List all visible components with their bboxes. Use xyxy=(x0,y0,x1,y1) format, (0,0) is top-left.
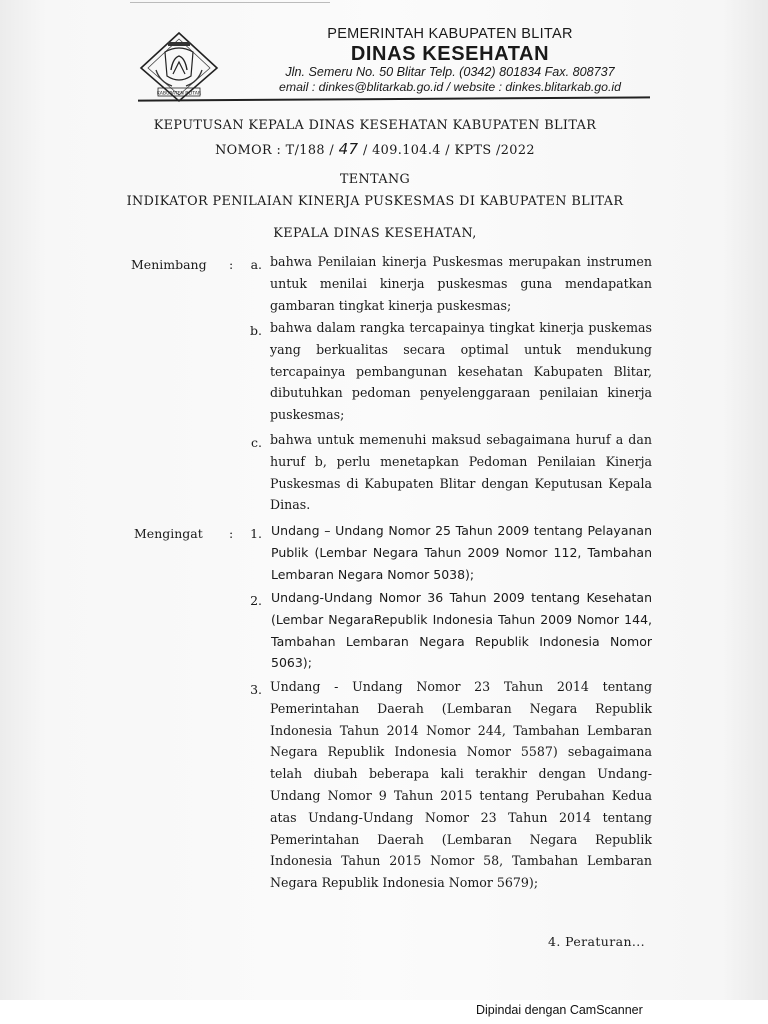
menimbang-item-a: bahwa Penilaian kinerja Puskesmas merupakan instrumen untuk menilai kinerja puskesmas guna mendapatkan gambaran tingkat kinerja puskesmas; xyxy=(270,254,652,313)
menimbang-marker-a: a. xyxy=(250,257,262,272)
menimbang-colon: : xyxy=(229,257,234,272)
mengingat-item-1: Undang – Undang Nomor 25 Tahun 2009 tentang Pelayanan Publik (Lembar Negara Tahun 2009 Nomor 112, Tambahan Lembaran Negara Nomor 5038); xyxy=(271,523,652,582)
department-name: DINAS KESEHATAN xyxy=(350,43,550,65)
decree-title: KEPUTUSAN KEPALA DINAS KESEHATAN KABUPATEN BLITAR xyxy=(153,118,597,133)
decree-subject: INDIKATOR PENILAIAN KINERJA PUSKESMAS DI KABUPATEN BLITAR xyxy=(126,194,624,209)
office-contact: email : dinkes@blitarkab.go.id / website : dinkes.blitarkab.go.id xyxy=(279,80,621,94)
menimbang-item-b: bahwa dalam rangka tercapainya tingkat kinerja puskemas yang berkualitas secara optimal untuk mendukung tercapainya pembangunan kesehatan Kabupaten Blitar, dibutuhkan pedoman penyelenggaraan penilaian kinerja puskesmas; xyxy=(270,320,652,423)
mengingat-marker-2: 2. xyxy=(250,593,262,608)
mengingat-item-2: Undang-Undang Nomor 36 Tahun 2009 tentang Kesehatan (Lembar NegaraRepublik Indonesia Tahun 2009 Nomor 144, Tambahan Lembaran Negara Republik Indonesia Nomor 5063); xyxy=(271,590,652,671)
decree-about: TENTANG xyxy=(339,172,411,187)
menimbang-marker-c: c. xyxy=(251,435,262,450)
menimbang-item-c: bahwa untuk memenuhi maksud sebagaimana huruf a dan huruf b, perlu menetapkan Pedoman Penilaian Kinerja Puskesmas di Kabupaten Blitar dengan Keputusan Kepala Dinas. xyxy=(270,432,652,513)
continuation-marker: 4. Peraturan... xyxy=(548,934,646,949)
scanner-watermark: Dipindai dengan CamScanner xyxy=(476,1003,643,1017)
government-name: PEMERINTAH KABUPATEN BLITAR xyxy=(327,26,573,42)
decree-number-suffix: / 409.104.4 / KPTS /2022 xyxy=(362,143,535,158)
menimbang-marker-b: b. xyxy=(250,323,262,338)
blitar-regency-emblem xyxy=(138,30,220,104)
decree-number xyxy=(100,140,650,158)
decree-number-prefix: NOMOR : T/188 / xyxy=(215,143,335,158)
decree-number-handwritten: 47 xyxy=(338,140,359,158)
mengingat-marker-3: 3. xyxy=(250,682,262,697)
mengingat-label: Mengingat xyxy=(134,526,203,541)
office-address: Jln. Semeru No. 50 Blitar Telp. (0342) 801834 Fax. 808737 xyxy=(285,65,615,79)
menimbang-label: Menimbang xyxy=(131,257,207,272)
svg-text:KABUPATEN BLITAR: KABUPATEN BLITAR xyxy=(156,91,202,97)
mengingat-colon: : xyxy=(229,526,234,541)
decree-issuer: KEPALA DINAS KESEHATAN, xyxy=(273,226,477,241)
mengingat-marker-1: 1. xyxy=(250,526,262,541)
scanner-watermark-bar xyxy=(0,1000,768,1024)
mengingat-item-3: Undang - Undang Nomor 23 Tahun 2014 tentang Pemerintahan Daerah (Lembaran Negara Republik Indonesia Tahun 2014 Nomor 244, Tambahan Lembaran Negara Republik Indonesia Nomor 5587) sebagaimana telah diubah beberapa kali terakhir dengan Undang-Undang Nomor 9 Tahun 2015 tentang Perubahan Kedua atas Undang-Undang Nomor 23 Tahun 2014 tentang Pemerintahan Daerah (Lembaran Negara Republik Indonesia Tahun 2015 Nomor 58, Tambahan Lembaran Negara Republik Indonesia Nomor 5679); xyxy=(270,679,652,891)
scan-edge-line xyxy=(130,2,330,3)
